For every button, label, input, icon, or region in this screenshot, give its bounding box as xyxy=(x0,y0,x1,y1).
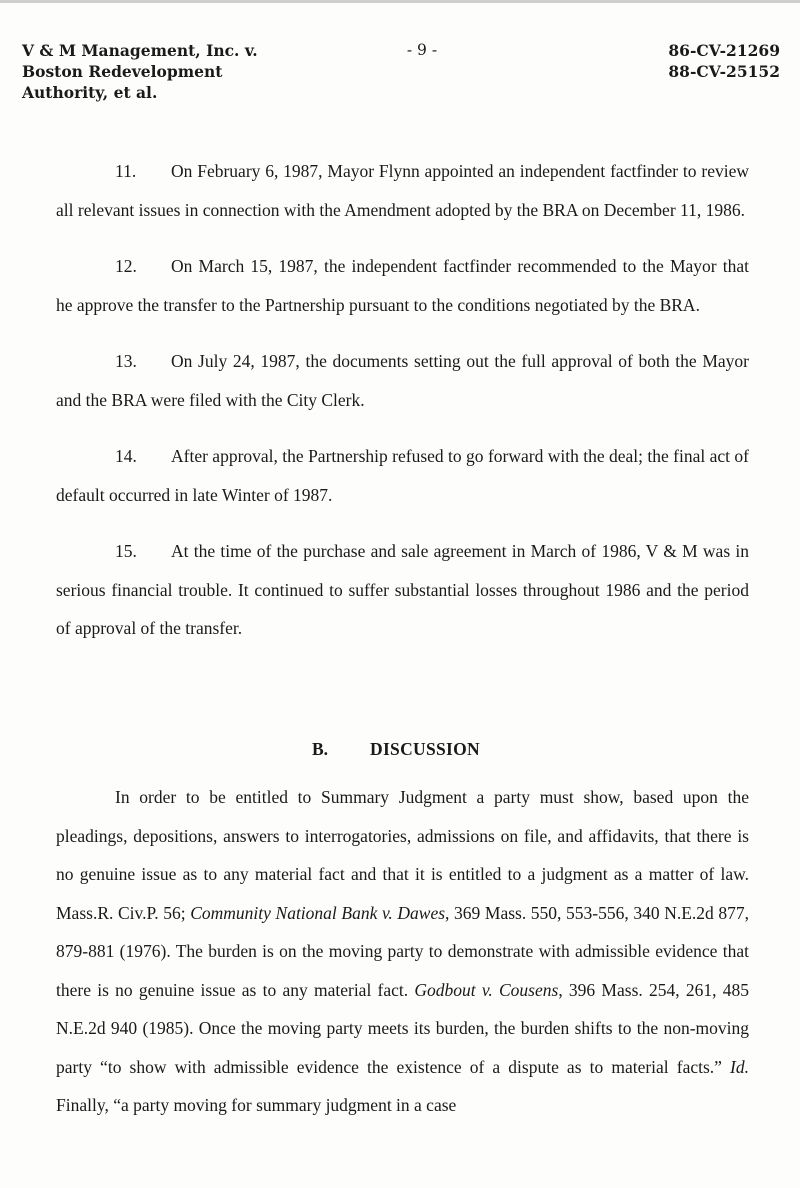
discussion-text: , 396 Mass. 254, 261, 485 N.E.2d 940 (1985). Once the moving party meets its burden, the burden shifts to the non-moving party “to show with admissible evidence the existence of a dispute as to material facts.” xyxy=(56,979,749,1077)
discussion-text: , 369 Mass. 550, 553-556, 340 N.E.2d 877, 879-881 (1976). The burden is on the moving party to demonstrate with admissible evidence that there is no genuine issue as to any material fact. xyxy=(56,902,749,1000)
case-citation: Godbout v. Cousens xyxy=(414,979,559,1000)
finding-paragraph xyxy=(56,532,749,648)
case-caption xyxy=(22,40,258,103)
page-number: - 9 - xyxy=(406,41,438,59)
discussion-text: Finally, “a party moving for summary judgment in a case xyxy=(56,1095,457,1115)
paragraph-number: 11. xyxy=(115,161,137,181)
discussion-text: In order to be entitled to Summary Judgment a party must show, based upon the pleadings, depositions, answers to interrogatories, admissions on file, and affidavits, that there is no genuine issue as to any material fact and that it is entitled to a judgment as a matter of law. Mass.R. Civ.P. 56; xyxy=(56,787,749,923)
docket-numbers xyxy=(668,40,780,82)
finding-paragraph xyxy=(56,437,749,514)
page-header xyxy=(22,40,780,110)
findings-list xyxy=(56,152,749,648)
discussion-section xyxy=(56,778,749,1125)
docket-number: 88-CV-25152 xyxy=(668,62,780,81)
paragraph-number: 12. xyxy=(115,256,137,276)
discussion-paragraph xyxy=(56,778,749,1125)
paragraph-text: On February 6, 1987, Mayor Flynn appointed an independent factfinder to review all relevant issues in connection with the Amendment adopted by the BRA on December 11, 1986. xyxy=(56,161,749,220)
paragraph-text: At the time of the purchase and sale agreement in March of 1986, V & M was in serious financial trouble. It continued to suffer substantial losses throughout 1986 and the period of approval of the transfer. xyxy=(56,541,749,638)
case-citation: Community National Bank v. Dawes xyxy=(190,902,446,923)
page-top-edge xyxy=(0,0,800,3)
caption-line: V & M Management, Inc. v. xyxy=(22,41,258,60)
paragraph-number: 14. xyxy=(115,446,137,466)
id-citation: Id. xyxy=(730,1056,749,1077)
finding-paragraph xyxy=(56,342,749,419)
caption-line: Authority, et al. xyxy=(22,83,158,102)
finding-paragraph xyxy=(56,152,749,229)
finding-paragraph xyxy=(56,247,749,324)
section-letter: B. xyxy=(312,739,329,759)
paragraph-text: On July 24, 1987, the documents setting out the full approval of both the Mayor and the BRA were filed with the City Clerk. xyxy=(56,351,749,410)
paragraph-text: After approval, the Partnership refused to go forward with the deal; the final act of default occurred in late Winter of 1987. xyxy=(56,446,749,505)
docket-number: 86-CV-21269 xyxy=(668,41,780,60)
paragraph-number: 15. xyxy=(115,541,137,561)
caption-line: Boston Redevelopment xyxy=(22,62,223,81)
paragraph-text: On March 15, 1987, the independent factfinder recommended to the Mayor that he approve the transfer to the Partnership pursuant to the conditions negotiated by the BRA. xyxy=(56,256,749,315)
paragraph-number: 13. xyxy=(115,351,137,371)
section-title: DISCUSSION xyxy=(370,739,480,759)
